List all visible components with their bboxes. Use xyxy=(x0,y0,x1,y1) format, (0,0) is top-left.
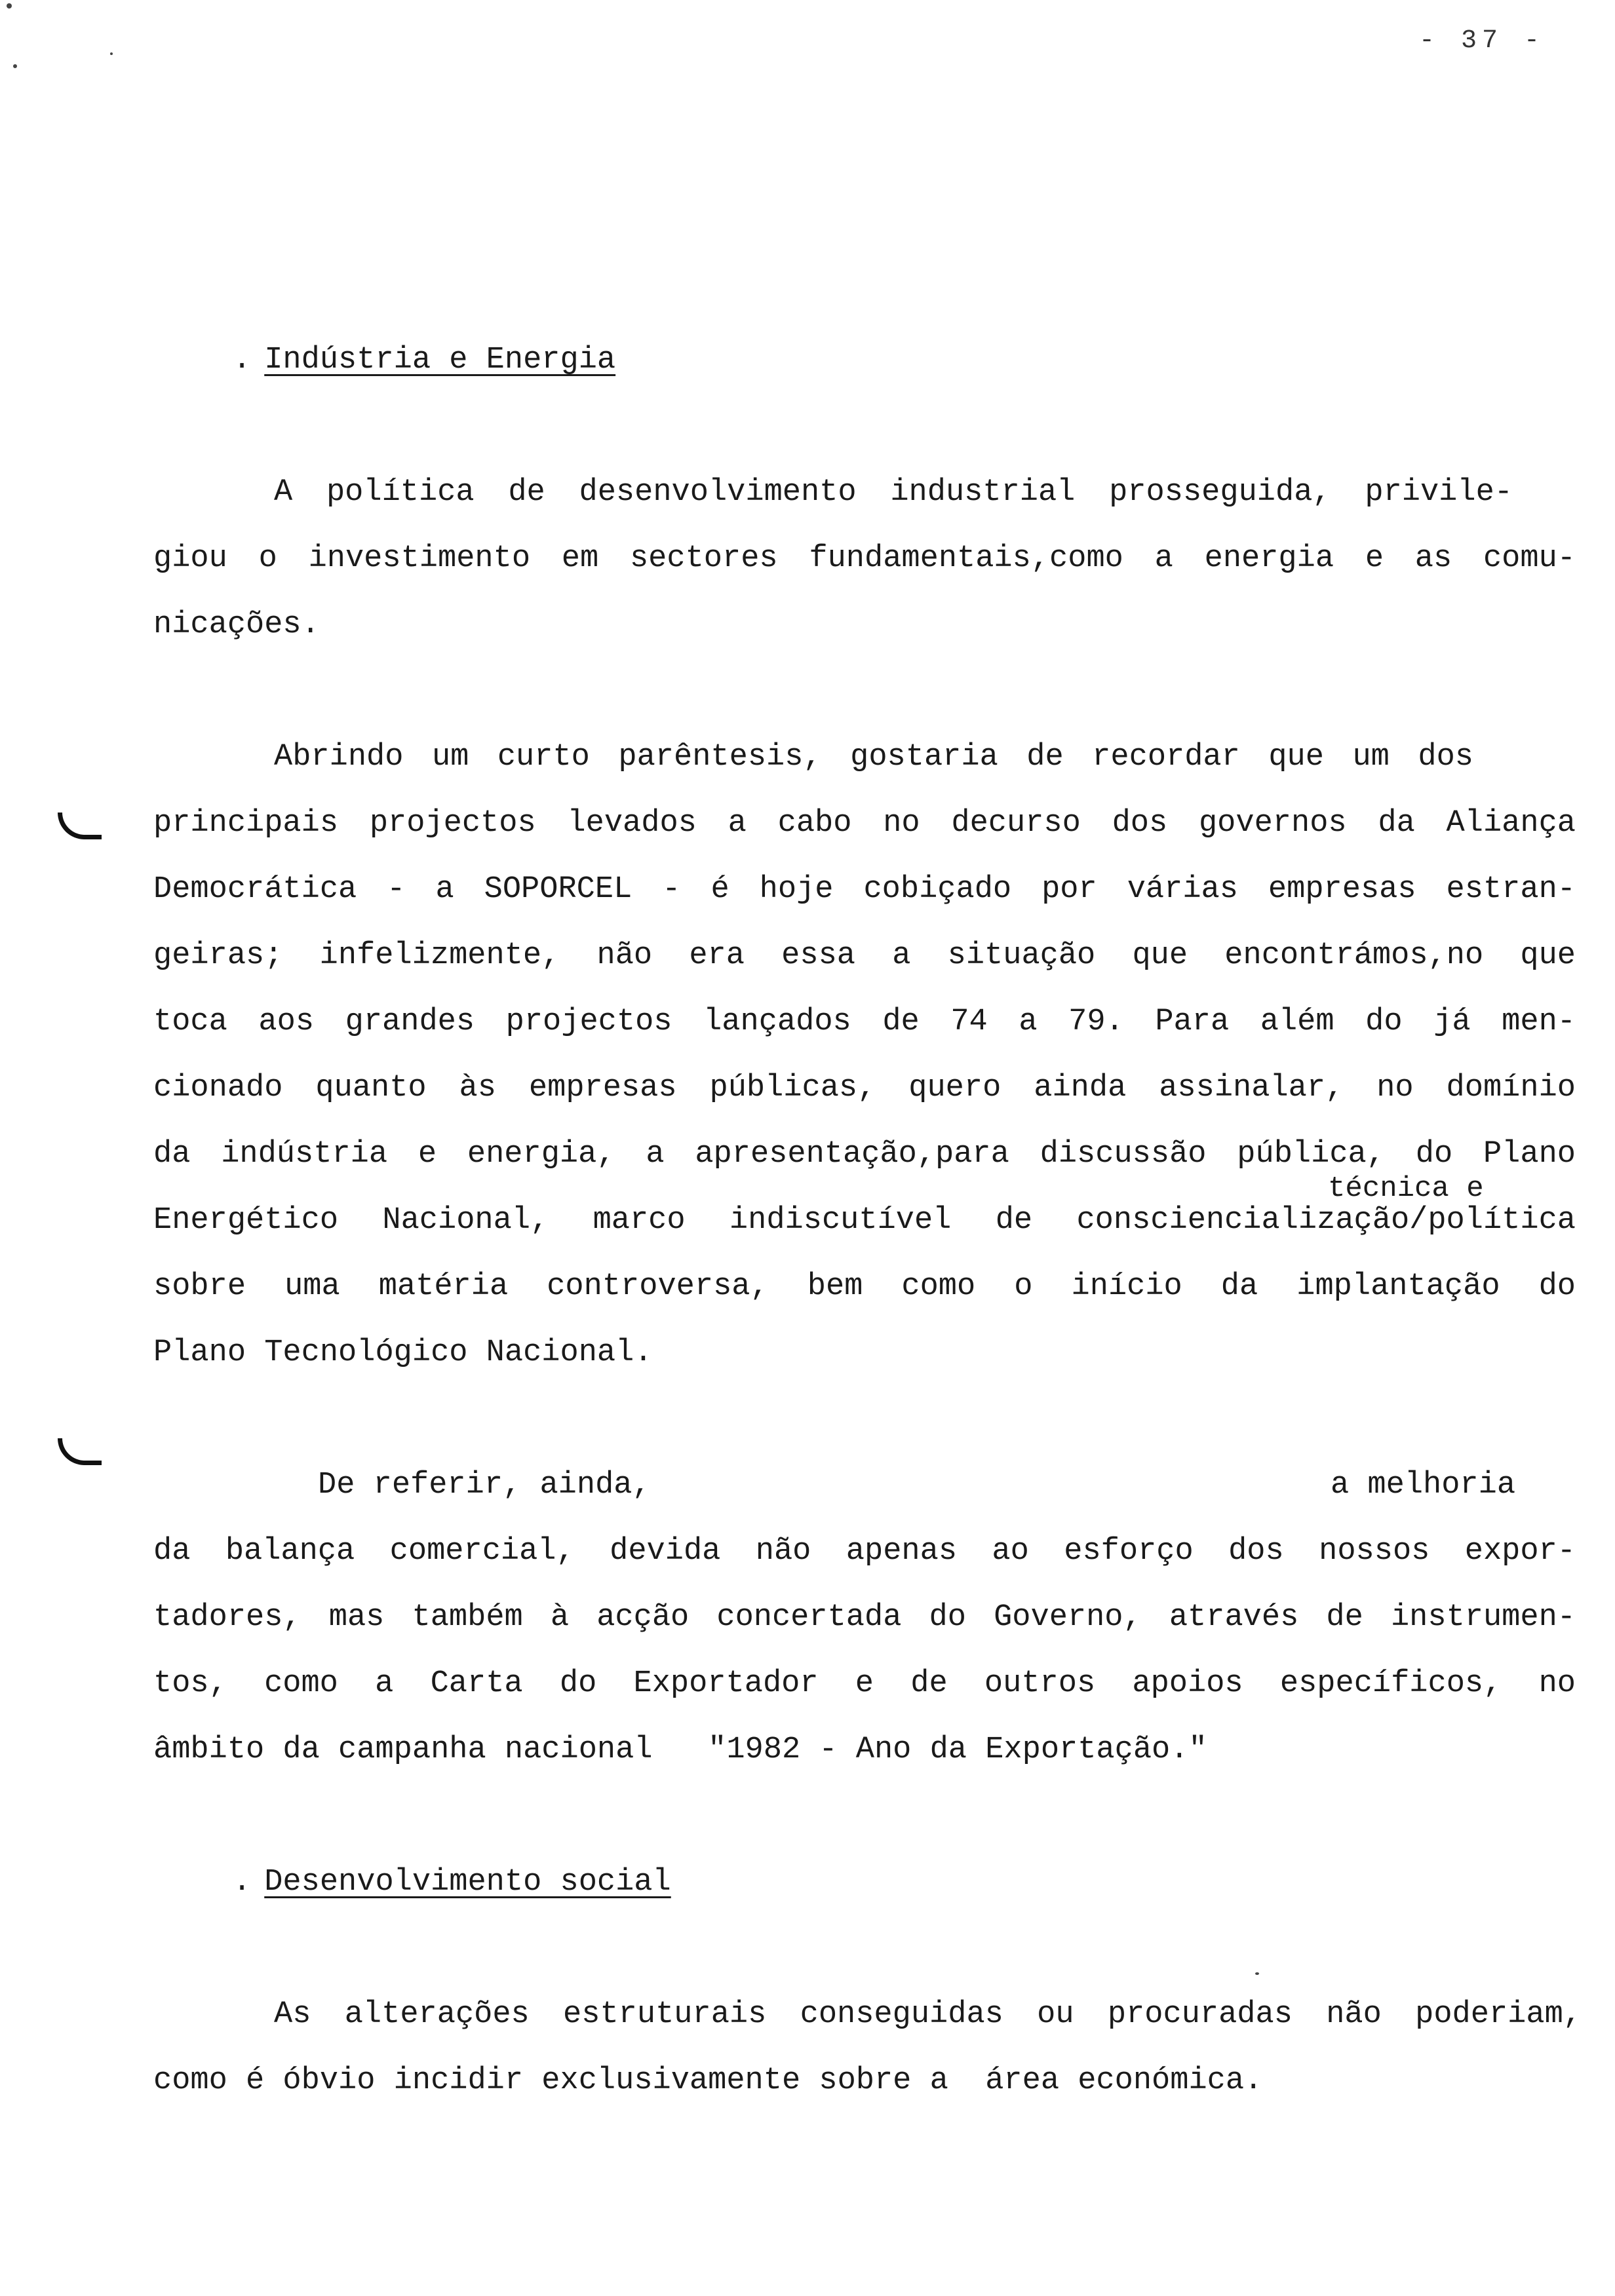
paragraph-line: A política de desenvolvimento industrial prosseguida, privile- xyxy=(274,475,1513,510)
margin-mark xyxy=(58,1438,102,1465)
paragraph-line: da indústria e energia, a apresentação,para discussão pública, do Plano xyxy=(153,1137,1576,1172)
page-number: - 37 - xyxy=(1419,26,1546,56)
paragraph-line: tadores, mas também à acção concertada do Governo, através de instrumen- xyxy=(153,1600,1576,1635)
paragraph-line: As alterações estruturais conseguidas ou procuradas não poderiam, xyxy=(274,1997,1582,2032)
paragraph-line: sobre uma matéria controversa, bem como o início da implantação do xyxy=(153,1269,1576,1304)
paragraph-line: Plano Tecnológico Nacional. xyxy=(153,1335,653,1370)
section-heading-industria xyxy=(233,342,615,379)
paragraph-line: da balança comercial, devida não apenas ao esforço dos nossos expor- xyxy=(153,1534,1576,1569)
paragraph-line: Energético Nacional, marco indiscutível de consciencialização/política xyxy=(153,1203,1576,1238)
paragraph-line: Abrindo um curto parêntesis, gostaria de recordar que um dos xyxy=(274,740,1473,775)
scan-speck xyxy=(1255,1972,1259,1975)
heading-title: Indústria e Energia xyxy=(264,343,616,377)
scan-speck xyxy=(7,3,12,9)
paragraph-line-end: a melhoria xyxy=(1331,1468,1516,1502)
paragraph-line: âmbito da campanha nacional "1982 - Ano da Exportação." xyxy=(153,1732,1207,1767)
section-heading-desenvolvimento xyxy=(233,1864,671,1901)
paragraph-line: toca aos grandes projectos lançados de 74 a 79. Para além do já men- xyxy=(153,1004,1576,1039)
margin-mark xyxy=(58,813,102,839)
paragraph-line: tos, como a Carta do Exportador e de outros apoios específicos, no xyxy=(153,1666,1576,1701)
scan-speck xyxy=(13,64,17,68)
paragraph-line: giou o investimento em sectores fundamentais,como a energia e as comu- xyxy=(153,541,1576,576)
paragraph-line: como é óbvio incidir exclusivamente sobre a área económica. xyxy=(153,2063,1263,2098)
paragraph-line-start: De referir, ainda, xyxy=(318,1468,651,1502)
paragraph-line: Democrática - a SOPORCEL - é hoje cobiçado por várias empresas estran- xyxy=(153,872,1576,907)
paragraph-line: principais projectos levados a cabo no decurso dos governos da Aliança xyxy=(153,806,1576,841)
paragraph-line: nicações. xyxy=(153,607,320,642)
scan-speck xyxy=(110,52,113,55)
paragraph-line: cionado quanto às empresas públicas, quero ainda assinalar, no domínio xyxy=(153,1071,1576,1105)
handwritten-insertion: técnica e xyxy=(1328,1172,1484,1205)
paragraph-line: geiras; infelizmente, não era essa a situação que encontrámos,no que xyxy=(153,938,1576,973)
heading-title: Desenvolvimento social xyxy=(264,1865,671,1900)
heading-bullet: . xyxy=(233,343,252,377)
heading-bullet: . xyxy=(233,1865,252,1900)
